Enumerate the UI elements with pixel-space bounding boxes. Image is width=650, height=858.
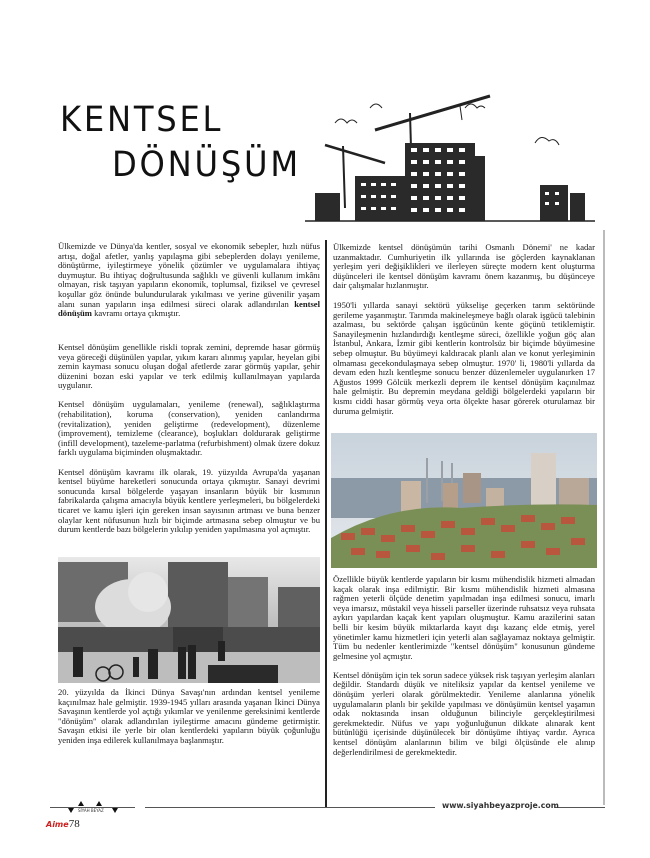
paragraph: 1950'li yıllarda sanayi sektörü yükselişe geçerken tarım sektöründe gerileme yaşanmıştır. Tarımda makineleşmeye bağlı olarak işgücü talebinin azalması, bu sektörde çalışan işgücünün kente göçünü tetiklemiştir. Sanayileşmenin hızlandırdığı kentleşme süreci, özellikle yoğun göç alan İstanbul, Ankara, İzmir gibi kentlerin kontrolsüz bir biçimde büyümesine sebep olmuştur. Bu büyümeyi kaldıracak planlı alan ve konut yerleşiminin olmaması gecekondulaşmaya sebep olmuştur. 1970' li, 1980'li yıllarda da devam eden hızlı kentleşme sonucu benzer düzenlemeler uygulanırken 17 Ağustos 1999 Gölcük merkezli deprem ile kentsel dönüşüm kaçınılmaz hale gelmiştir. Bu depremin meydana geldiği bölgelerdeki yapıların bir kısmı ciddi hasar görmüş veya orta ölçekte hasar görerek oturulamaz bir duruma gelmiştir. (333, 300, 595, 416)
right-column-history (333, 301, 595, 426)
page-number: 78 (68, 818, 80, 830)
city-skyline-photo (331, 433, 597, 568)
page-title-line-2: DÖNÜŞÜM (112, 145, 301, 185)
frame-right-border (603, 230, 605, 805)
construction-sketch-illustration (275, 88, 600, 223)
paragraph: Kentsel dönüşüm uygulamaları, yenileme (renewal), sağlıklaştırma (rehabilitation), koruma (conservation), yeniden canlandırma (revitalization), yeniden geliştirme (redevelopment), düzenleme (improvement), temizleme (clearance), boşlukları doldurarak geliştirme (infill development), tazeleme-parlatma (refurbishment) olmak üzere dokuz farklı uygulama biçiminden oluşmaktadır. (58, 399, 320, 458)
aime-logo: Aime (46, 820, 69, 829)
paragraph: Kentsel dönüşüm genellikle riskli toprak zemini, depremde hasar görmüş veya göreceği düşünülen yapılar, yıkım kararı alınmış yapılar, heyelan gibi zemin kayması sonucu oluşan doğal afetlerde zarar görmüş yapılar, şehir düzenini bozan eski yapılar ve terk edilmiş kullanılmayan yapılarda uygulanır. (58, 342, 320, 391)
magazine-brand (46, 818, 80, 830)
column-divider (325, 240, 327, 807)
left-column-body (58, 343, 320, 544)
paragraph: Ülkemizde kentsel dönüşümün tarihi Osmanlı Dönemi' ne kadar uzanmaktadır. Cumhuriyetin ilk yıllarında ise göçlerden kaynaklanan yerleşim yeri değişiklikleri ve ilerleyen süreçte modern kent oluşturma düşünceleri ile kentsel dönüşüm kavramı önem kazanmış, bu düşünceye dair çalışmalar hızlanmıştır. (333, 242, 595, 291)
page-title-line-1: KENTSEL (60, 100, 224, 140)
siyah-beyaz-logo-text: SİYAH BEYAZ (78, 808, 104, 813)
paragraph: Kentsel dönüşüm kavramı ilk olarak, 19. yüzyılda Avrupa'da yaşanan kentsel büyüme hareketleri sonucunda ortaya çıkmıştır. Sanayi devrimi sonucunda kırsal bölgelerde yaşayan insanların büyük bir kısmının fabrikalarda çalışma amacıyla büyük kentlere yerleşmeleri, bu bölgelerdeki ticaret ve kamu işleri için gereken insan sayısının artması ve buna benzer olaylar kent nüfusunun hızlı bir biçimde artmasına sebep olmuştur ve bu durum kentlerde bazı bölgelerin yıkılıp yeniden yapılmasına yol açmıştır. (58, 466, 320, 535)
term-kentsel-donusum: kentsel dönüşüm (58, 298, 320, 319)
paragraph: Ülkemizde ve Dünya'da kentler, sosyal ve ekonomik sebepler, hızlı nüfus artışı, doğal afetler, yanlış yapılaşma gibi sebeplerden dolayı yenileme, dönüştürme, iyileştirmeye yönelik çözümler ve uygulamalara ihtiyaç duymuştur. Bu ihtiyaç doğrultusunda sağlıklı ve güvenli kullanım imkânı olmayan, risk taşıyan yapıların ekonomik, toplumsal, fiziksel ve çevresel koşullar göz önünde bulundurularak yıkılması ve yerine güvenilir yaşam alanı sunan yapıların inşa edilmesi süreci olarak adlandırılan kentsel dönüşüm kavramı ortaya çıkmıştır. (58, 241, 320, 319)
website-link[interactable]: www.siyahbeyazproje.com (442, 801, 559, 810)
ww2-ruins-photo (58, 557, 320, 683)
left-column-ww2-text (58, 688, 320, 755)
paragraph: 20. yüzyılda da İkinci Dünya Savaşı'nın ardından kentsel yenileme kaçınılmaz hale gelmiştir. 1939-1945 yılları arasında yaşanan İkinci Dünya Savaşının kentlerde yol açtığı yıkımlar ve yenilenme gereksinimi kentlerde "dönüşüm" olarak adlandırılan iyileştirme amacını gündeme getirmiştir. Savaşın etkisi ile yerle bir olan kentlerdeki yapıların büyük çoğunluğu yeniden inşa edilerek kullanılmaya başlanmıştır. (58, 687, 320, 745)
right-column-body (333, 575, 595, 767)
footer-rule-right (555, 807, 605, 808)
paragraph: Özellikle büyük kentlerde yapıların bir kısmı mühendislik hizmeti almadan kaçak olarak inşa edilmiştir. Bir kısmı mühendislik hizmeti almasına rağmen yeterli ölçüde denetim yapılmadan inşa edilmesi sonucu, imarlı veya imarsız, müstakil veya hisseli parseller üzerinde ruhsatsız veya ruhsata aykırı yapılardan kaçak kent yapıları oluşmuştur. Kamu arazilerini satan belli bir kesim büyük miktarlarda kayıt dışı kazanç elde etmiş, yerel yönetimler kamu hizmetleri için yeterli alan sağlayamaz noktaya gelmiştir. Tüm bu nedenler kentlerimizde "kentsel dönüşüm" konusunun gündeme gelmesine yol açmıştır. (333, 574, 595, 661)
right-column-intro (333, 243, 595, 300)
paragraph: Kentsel dönüşüm için tek sorun sadece yüksek risk taşıyan yerleşim alanları değildir. Standardı düşük ve niteliksiz yapılar da kentsel yenileme ve dönüşüm yerleri olarak görülmektedir. Yenileme alanlarına yönelik uygulamaların planlı bir şekilde yapılması ve dönüşümün kentsel yaşamın odak noktasında insan olduğunun bilinciyle gerçekleştirilmesi gerekmektedir. Nüfus ve yapı yoğunluğunun dikkate alınarak kent bütünlüğü içerisinde düşünülecek bir dönüşüme ihtiyaç vardır. Ayrıca kentsel dönüşüm alanlarının bilim ve bilgi ölçüsünde ele alınıp değerlendirilmesi de gerekmektedir. (333, 669, 595, 757)
left-column-intro (58, 242, 320, 328)
footer-rule-middle (145, 807, 435, 808)
